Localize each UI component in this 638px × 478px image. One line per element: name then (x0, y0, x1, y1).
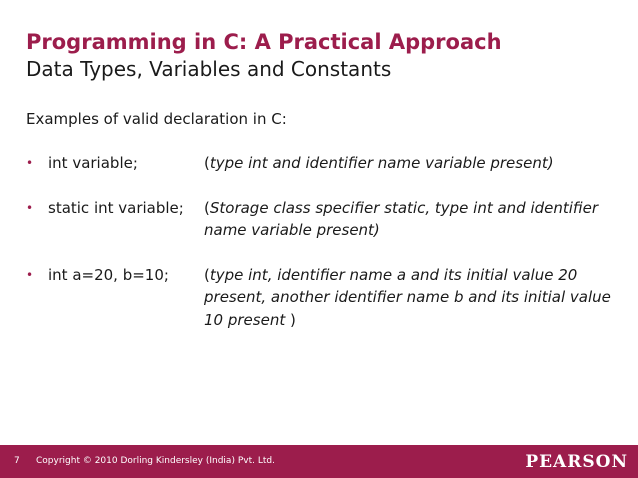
bullet-description (204, 152, 626, 175)
page-number: 7 (14, 456, 20, 466)
bullet-item (26, 152, 626, 175)
bullet-icon: • (26, 200, 34, 215)
bullet-item (26, 264, 626, 332)
paren-open: ( (204, 154, 210, 172)
bullet-description-text: type int and identifier name variable present) (209, 154, 554, 172)
bullet-icon: • (26, 156, 34, 170)
intro-text: Examples of valid declaration in C: (26, 110, 287, 128)
paren-close: ) (289, 310, 296, 329)
slide-title: Programming in C: A Practical Approach (26, 30, 502, 54)
slide-subtitle: Data Types, Variables and Constants (26, 57, 392, 81)
copyright-text: Copyright © 2010 Dorling Kindersley (India) Pvt. Ltd. (36, 456, 275, 466)
paren-open: ( (204, 198, 210, 217)
bullet-description (204, 197, 626, 242)
bullet-list (26, 152, 626, 331)
footer-bar (0, 445, 638, 478)
paren-open: ( (204, 265, 210, 284)
bullet-description (204, 264, 626, 332)
bullet-description-text: Storage class specifier static, type int and identifier name variable present) (204, 198, 599, 239)
bullet-item (26, 197, 626, 242)
bullet-icon: • (26, 267, 34, 282)
bullet-description-text: type int, identifier name a and its initial value 20 present, another identifier name b and its initial value 10 present (204, 265, 611, 329)
bullet-code: int a=20, b=10; (48, 265, 169, 284)
bullet-code: static int variable; (48, 198, 184, 217)
pearson-logo: PEARSON (525, 452, 628, 472)
bullet-code: int variable; (48, 154, 138, 172)
